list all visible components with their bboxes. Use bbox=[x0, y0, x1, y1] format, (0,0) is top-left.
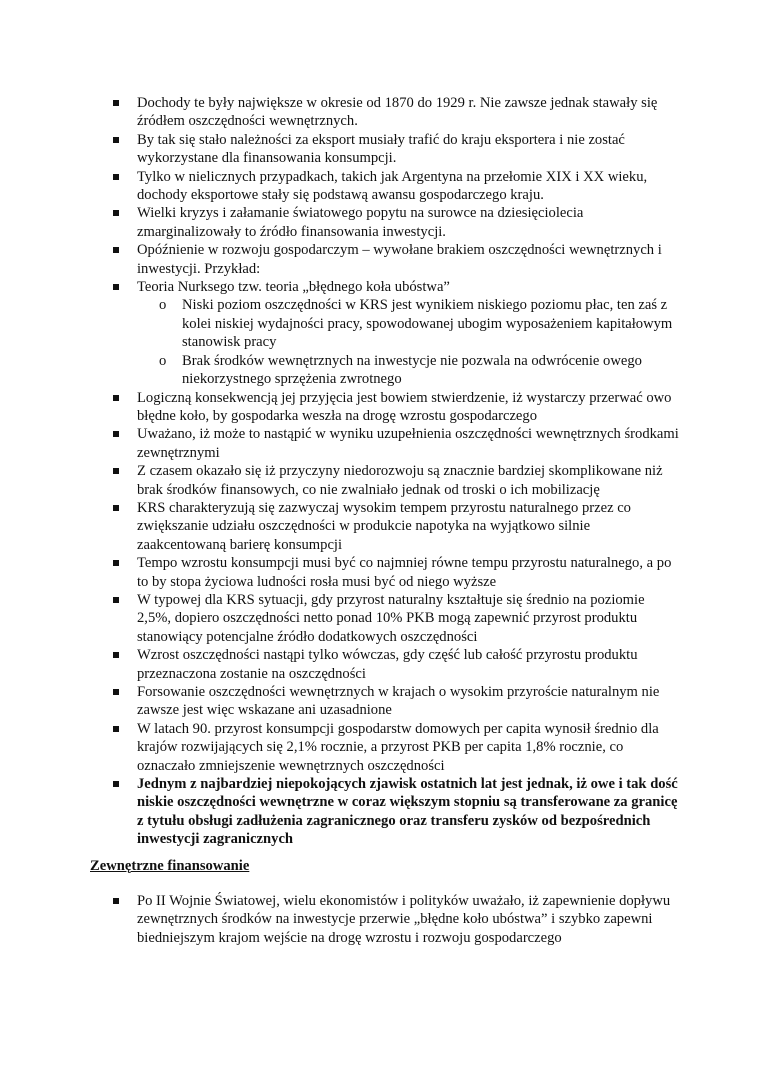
list-item-emphasis bbox=[110, 775, 682, 849]
list-item-text: Logiczną konsekwencją jej przyjęcia jest bowiem stwierdzenie, iż wystarczy przerwać owo błędne koło, by gospodarka weszła na drogę wzrostu gospodarczego bbox=[137, 389, 672, 424]
list-item-text: Po II Wojnie Światowej, wielu ekonomistów i polityków uważało, iż zapewnienie dopływu zewnętrznych środków na inwestycje przerwie „błędne koło ubóstwa” i szybko zapewni biedniejszym krajom wejście na drogę wzrostu i rozwoju gospodarczego bbox=[137, 893, 671, 946]
list-item bbox=[110, 499, 682, 554]
list-item bbox=[110, 554, 682, 591]
list-item-text: KRS charakteryzują się zazwyczaj wysokim tempem przyrostu naturalnego przez co zwiększanie udziału oszczędności w produkcie napotyka na wyjątkowo silnie zaakcentowaną barierę konsumpcji bbox=[137, 499, 631, 553]
list-item-nurkse-theory bbox=[110, 278, 682, 388]
section-heading: Zewnętrzne finansowanie bbox=[90, 858, 250, 874]
list-item bbox=[110, 131, 682, 168]
list-item bbox=[110, 462, 682, 499]
bullet-list-external-financing bbox=[110, 892, 682, 947]
list-item bbox=[110, 168, 682, 205]
list-item bbox=[110, 241, 682, 278]
list-item-text: W latach 90. przyrost konsumpcji gospodarstw domowych per capita wynosił średnio dla krajów rozwijających się 2,1% rocznie, a przyrost PKB per capita 1,8% rocznie, co oznaczało zmniejszenie wewnętrznych oszczędności bbox=[137, 720, 659, 774]
list-item-text: Uważano, iż może to nastąpić w wyniku uzupełnienia oszczędności wewnętrznych środkami zewnętrznymi bbox=[137, 426, 679, 461]
sub-list-item-text: Brak środków wewnętrznych na inwestycje nie pozwala na odwrócenie owego niekorzystnego sprzężenia zwrotnego bbox=[182, 352, 642, 388]
sub-list-item bbox=[137, 296, 682, 351]
list-item-text: Tylko w nielicznych przypadkach, takich jak Argentyna na przełomie XIX i XX wieku, dochody eksportowe stały się podstawą awansu gospodarczego kraju. bbox=[137, 168, 648, 204]
circle-bullet-icon: o bbox=[159, 297, 167, 314]
list-item-text: Z czasem okazało się iż przyczyny niedorozwoju są znacznie bardziej skomplikowane niż brak środków finansowych, co nie zwalniało jednak od troski o ich mobilizację bbox=[137, 463, 663, 498]
list-item bbox=[110, 720, 682, 775]
list-item bbox=[110, 94, 682, 131]
list-item-text: Wielki kryzys i załamanie światowego popytu na surowce na dziesięciolecia zmarginalizowały to źródło finansowania inwestycji. bbox=[137, 205, 584, 240]
list-item bbox=[110, 204, 682, 241]
bullet-list-main bbox=[110, 94, 682, 849]
circle-bullet-icon: o bbox=[159, 352, 167, 369]
list-item-text: W typowej dla KRS sytuacji, gdy przyrost naturalny kształtuje się średnio na poziomie 2,5%, dopiero oszczędności netto ponad 10% PKB mogą zapewnić przyrost produktu stanowiący potencjalne źródło dodatkowych oszczędności bbox=[137, 591, 645, 645]
sub-list-item-text: Niski poziom oszczędności w KRS jest wynikiem niskiego poziomu płac, ten zaś z kolei niskiej wydajności pracy, spowodowanej ubogim wyposażeniem kapitałowym stanowisk pracy bbox=[182, 297, 673, 351]
list-item-text: Opóźnienie w rozwoju gospodarczym – wywołane brakiem oszczędności wewnętrznych i inwestycji. Przykład: bbox=[137, 242, 662, 277]
list-item-text: By tak się stało należności za eksport musiały trafić do kraju eksportera i nie zostać wykorzystane dla finansowania konsumpcji. bbox=[137, 131, 625, 167]
list-item-text: Teoria Nurksego tzw. teoria „błędnego koła ubóstwa” bbox=[137, 279, 450, 296]
list-item-text: Dochody te były największe w okresie od 1870 do 1929 r. Nie zawsze jednak stawały się źródłem oszczędności wewnętrznych. bbox=[137, 95, 658, 130]
list-item bbox=[110, 591, 682, 646]
list-item-text: Forsowanie oszczędności wewnętrznych w krajach o wysokim przyroście naturalnym nie zawsze jest więc wskazane ani uzasadnione bbox=[137, 684, 660, 719]
list-item bbox=[110, 425, 682, 462]
sub-list bbox=[137, 296, 682, 388]
list-item bbox=[110, 389, 682, 426]
sub-list-item bbox=[137, 352, 682, 389]
list-item-text: Wzrost oszczędności nastąpi tylko wówczas, gdy część lub całość przyrostu produktu przeznaczona zostanie na oszczędności bbox=[137, 647, 638, 682]
list-item bbox=[110, 683, 682, 720]
list-item bbox=[110, 646, 682, 683]
list-item-text: Tempo wzrostu konsumpcji musi być co najmniej równe tempu przyrostu naturalnego, a po to by stopa życiowa ludności rosła musi być od niego wyższe bbox=[137, 555, 672, 590]
list-item-text: Jednym z najbardziej niepokojących zjawisk ostatnich lat jest jednak, iż owe i tak dość niskie oszczędności wewnętrzne w coraz większym stopniu są transferowane za granicę z tytułu obsługi zadłużenia zagranicznego oraz transferu zysków od bezpośrednich inwestycji zagranicznych bbox=[137, 776, 678, 848]
list-item bbox=[110, 892, 682, 947]
